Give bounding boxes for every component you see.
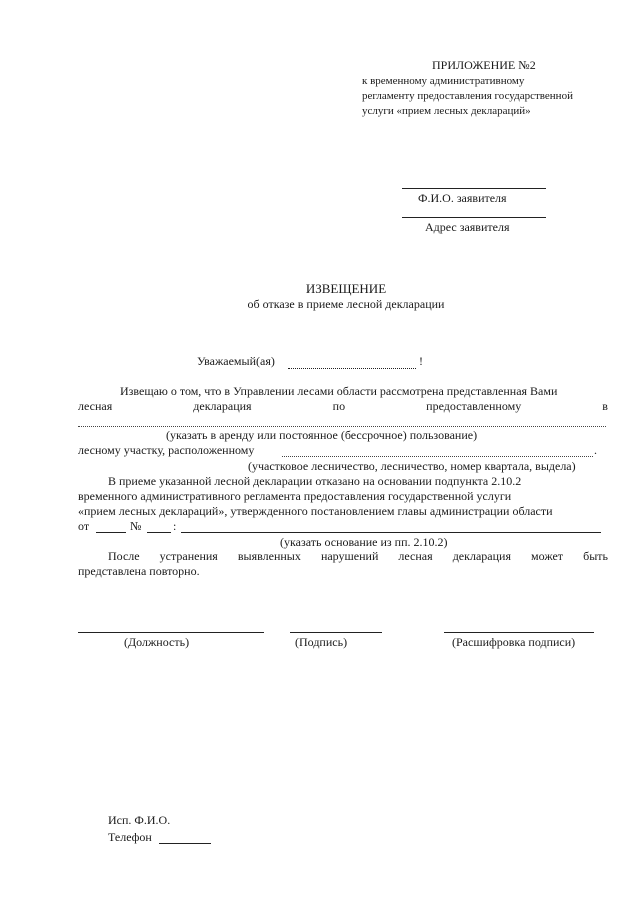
applicant-address-label: Адрес заявителя — [425, 220, 510, 234]
plot-location-field — [282, 456, 593, 457]
p3-word: устранения — [159, 549, 218, 563]
greeting-suffix: ! — [419, 354, 423, 368]
p2-number-sign: № — [130, 519, 142, 533]
p3-word: выявленных — [237, 549, 301, 563]
basis-field — [181, 532, 601, 533]
greeting-prefix: Уважаемый(ая) — [197, 354, 275, 368]
p2-line-2: временного административного регламента предоставления государственной услуги — [78, 489, 512, 503]
p3-line-2: представлена повторно. — [78, 564, 200, 578]
date-field — [96, 532, 126, 533]
hint-basis: (указать основание из пп. 2.10.2) — [280, 535, 448, 549]
decoding-underline — [444, 632, 594, 633]
p1-line-2 — [78, 399, 608, 414]
document-subtitle: об отказе в приеме лесной декларации — [247, 297, 445, 311]
p2-colon: : — [173, 519, 177, 533]
position-underline — [78, 632, 264, 633]
plot-prefix: лесному участку, расположенному — [78, 443, 255, 457]
p1-word: декларация — [193, 399, 252, 413]
p3-word: нарушений — [320, 549, 379, 563]
applicant-address-underline — [402, 217, 546, 218]
p3-word: После — [108, 549, 140, 563]
p1-word: предоставленному — [426, 399, 522, 413]
signature-underline — [290, 632, 382, 633]
appendix-title: ПРИЛОЖЕНИЕ №2 — [432, 58, 536, 72]
hint-lease: (указать в аренду или постоянное (бессрочное) пользование) — [166, 428, 478, 442]
p3-word: быть — [583, 549, 608, 563]
plot-suffix: . — [594, 443, 597, 457]
phone-field — [159, 843, 211, 844]
p2-line-3: «прием лесных деклараций», утвержденного постановлением главы администрации области — [78, 504, 553, 518]
p3-word: может — [531, 549, 564, 563]
phone-label: Телефон — [108, 830, 152, 844]
applicant-name-underline — [402, 188, 546, 189]
hint-location: (участковое лесничество, лесничество, номер квартала, выдела) — [248, 459, 576, 473]
p3-line-1 — [108, 549, 608, 564]
number-field — [147, 532, 171, 533]
p1-word: по — [332, 399, 346, 413]
p1-word: лесная — [78, 399, 113, 413]
p2-from: от — [78, 519, 90, 533]
document-title: ИЗВЕЩЕНИЕ — [305, 281, 387, 296]
appendix-line-3: услуги «прием лесных деклараций» — [362, 105, 531, 117]
signature-label: (Подпись) — [295, 635, 348, 649]
greeting-name-field — [288, 368, 416, 369]
p1-line-1: Извещаю о том, что в Управлении лесами области рассмотрена представленная Вами — [120, 384, 558, 398]
p2-line-1: В приеме указанной лесной декларации отказано на основании подпункта 2.10.2 — [108, 474, 522, 488]
signature-decoding-label: (Расшифровка подписи) — [452, 635, 576, 649]
p3-word: лесная — [398, 549, 433, 563]
lease-type-field — [78, 426, 606, 427]
appendix-line-1: к временному административному — [362, 75, 525, 87]
applicant-name-label: Ф.И.О. заявителя — [418, 191, 507, 205]
signature-position-label: (Должность) — [124, 635, 190, 649]
appendix-line-2: регламенту предоставления государственной — [362, 90, 573, 102]
p3-word: декларация — [452, 549, 511, 563]
executor-label: Исп. Ф.И.О. — [108, 813, 171, 827]
p1-word: в — [602, 399, 608, 413]
